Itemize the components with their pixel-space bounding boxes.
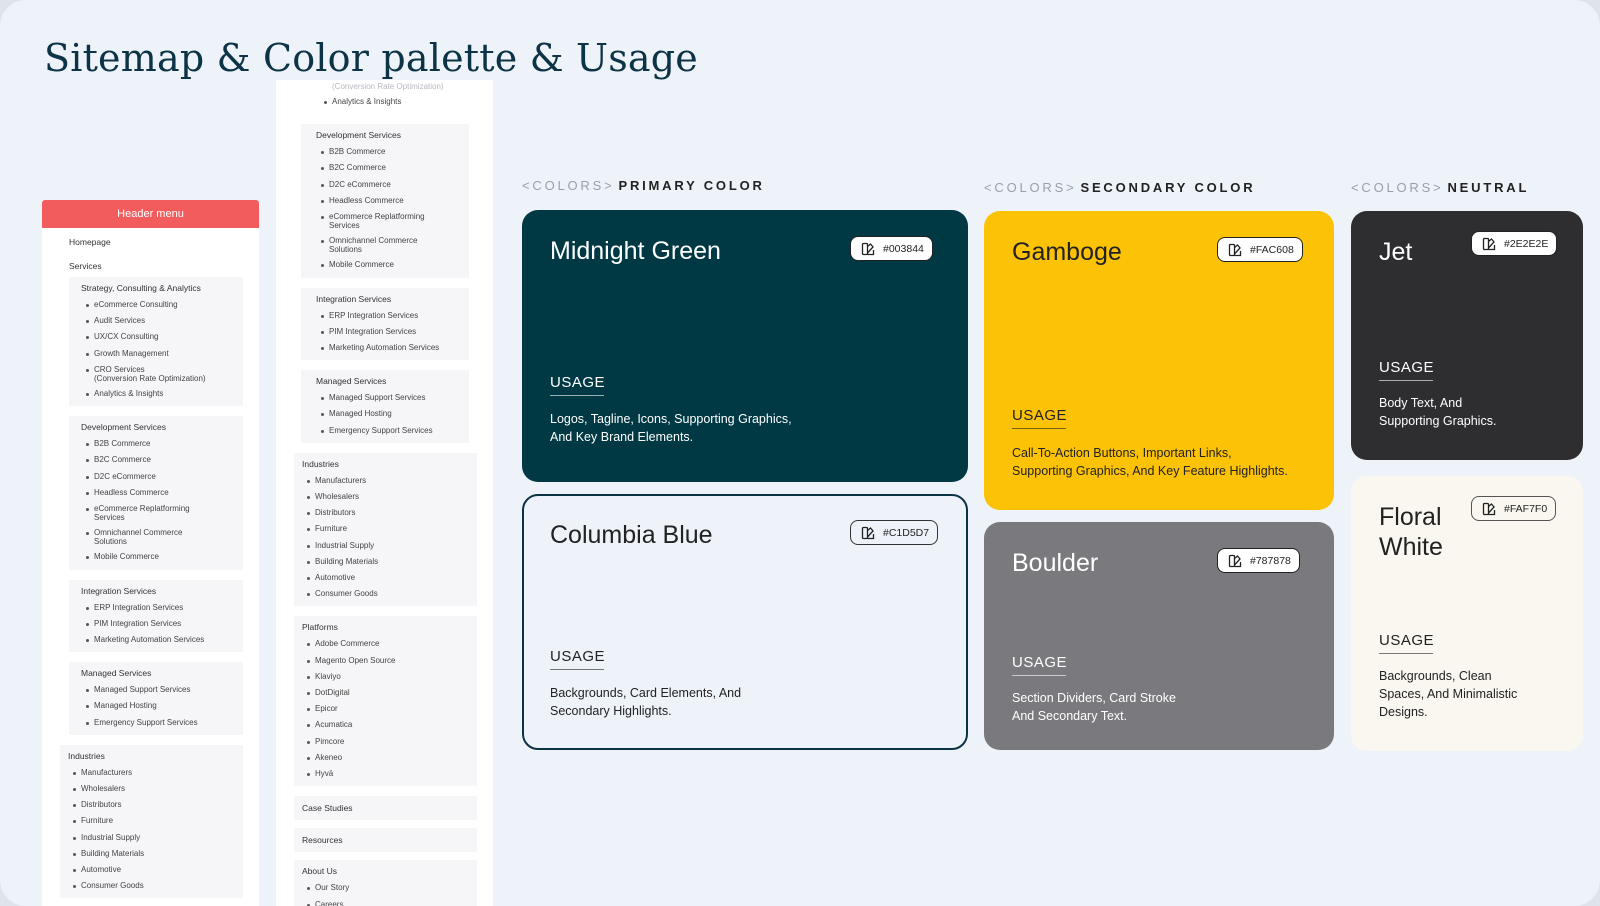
list-item: Industrial Supply [68,830,243,846]
list-item: Consumer Goods [302,586,477,602]
color-card-gamboge [984,211,1334,510]
section-tag: <COLORS> [1351,180,1444,195]
list-item: Automotive [68,862,243,878]
usage-line: Backgrounds, Clean [1379,669,1492,683]
usage-label: USAGE [550,648,605,670]
usage-line: Logos, Tagline, Icons, Supporting Graphics, [550,412,792,426]
sitemap-column-1 [42,200,259,906]
hex-copy-button[interactable] [1471,231,1557,256]
list-item: Mobile Commerce [81,549,243,565]
list-item: Industrial Supply [302,538,477,554]
list-item: eCommerce Consulting [81,297,243,313]
section-name: PRIMARY COLOR [618,178,765,193]
color-name: Gamboge [1012,238,1122,266]
list-item: Wholesalers [302,489,477,505]
sitemap-services: Services [69,261,102,271]
list-item: Distributors [302,505,477,521]
list-item: DotDigital [302,685,477,701]
section-name: SECONDARY COLOR [1080,180,1256,195]
group-title: Integration Services [81,585,157,596]
list-item: Distributors [68,797,243,813]
usage-line: Body Text, And [1379,396,1463,410]
usage-line: Secondary Highlights. [550,704,672,718]
list-item: Adobe Commerce [302,636,477,652]
section-tag: <COLORS> [522,178,615,193]
list-item: PIM Integration Services [316,324,469,340]
usage-description [1379,667,1517,721]
usage-line: Spaces, And Minimalistic [1379,687,1518,701]
list-item: Analytics & Insights [81,386,243,402]
list-item: Managed Hosting [316,406,469,422]
list-item: Mobile Commerce [316,257,469,273]
group-title: Industries [68,750,105,761]
list-item: Epicor [302,701,477,717]
sitemap-case-studies: Case Studies [294,796,477,820]
group-title: Managed Services [316,376,387,387]
usage-line: Designs. [1379,705,1428,719]
palette-icon [1228,243,1242,257]
list-item: Headless Commerce [81,485,243,501]
color-name: Boulder [1012,549,1099,577]
color-name: Midnight Green [550,237,721,265]
color-name: Columbia Blue [550,521,713,549]
hex-copy-button[interactable] [850,520,938,545]
list-item: PIM Integration Services [81,616,243,632]
sitemap-group-about [294,860,477,906]
list-item: Consumer Goods [68,878,243,894]
group-title: Development Services [81,422,167,433]
sitemap-group-integration [301,288,469,361]
hex-value: #2E2E2E [1504,237,1549,250]
group-title: Platforms [302,622,338,633]
list-item: D2C eCommerce [81,469,243,485]
list-item-text: Omnichannel Commerce [329,236,418,246]
sitemap-group-managed [301,370,469,443]
hex-value: #003844 [883,242,924,255]
palette-icon [861,242,875,256]
sitemap-group-integration [69,580,243,653]
list-item: Hyvä [302,766,477,782]
hex-value: #FAC608 [1250,243,1294,256]
group-title: Strategy, Consulting & Analytics [81,283,201,293]
hex-value: #787878 [1250,554,1291,567]
color-card-midnight-green [522,210,968,482]
sitemap-group-development [301,124,469,277]
sitemap-column-2 [276,80,493,906]
list-item-subtext: Services [329,221,360,231]
color-name-line: Floral [1379,503,1442,531]
group-title: Managed Services [81,668,152,679]
list-item: D2C eCommerce [316,177,469,193]
group-title: Industries [302,458,339,469]
usage-label: USAGE [1379,632,1434,654]
list-item-subtext: Solutions [94,537,127,547]
list-item: Furniture [302,521,477,537]
list-item: Analytics & Insights [319,94,493,110]
color-name-line: White [1379,533,1443,561]
list-item-text: Omnichannel Commerce [94,528,183,538]
list-item: Furniture [68,813,243,829]
usage-label: USAGE [1012,654,1067,676]
list-item: Marketing Automation Services [316,340,469,356]
color-card-boulder [984,522,1334,750]
list-item: Managed Hosting [81,698,243,714]
hex-value: #FAF7F0 [1504,502,1548,515]
hex-copy-button[interactable] [1217,548,1300,573]
list-item: B2C Commerce [316,160,469,176]
list-item: Building Materials [302,554,477,570]
list-item-text: CRO Services [94,364,145,374]
list-item: Pimcore [302,734,477,750]
list-item: Akeneo [302,750,477,766]
list-item: Magento Open Source [302,653,477,669]
list-item: Automotive [302,570,477,586]
list-item: Manufacturers [302,473,477,489]
list-item: Emergency Support Services [316,423,469,439]
list-item [316,209,469,230]
list-item: Our Story [302,880,477,896]
list-item: Managed Support Services [316,390,469,406]
usage-line: And Secondary Text. [1012,709,1128,723]
page-title: Sitemap & Color palette & Usage [44,36,698,80]
list-item: B2B Commerce [316,144,469,160]
sitemap-group-managed [69,662,243,735]
list-item: Klaviyo [302,669,477,685]
usage-description [550,684,741,720]
group-title: Integration Services [316,293,392,304]
usage-description [1012,444,1288,480]
usage-line: Supporting Graphics. [1379,414,1497,428]
list-item: Careers [302,897,477,906]
list-item: Acumatica [302,717,477,733]
list-item: B2B Commerce [81,436,243,452]
sitemap-group-strategy [69,277,243,406]
list-item: Marketing Automation Services [81,632,243,648]
hex-value: #C1D5D7 [883,526,930,539]
list-item: ERP Integration Services [316,308,469,324]
hex-copy-button[interactable] [1217,237,1303,262]
list-item: Growth Management [81,346,243,362]
usage-line: And Key Brand Elements. [550,430,694,444]
list-item: Managed Support Services [81,682,243,698]
list-item: Building Materials [68,846,243,862]
color-card-columbia-blue [522,494,968,750]
sitemap-group-industries [60,745,243,899]
list-item-subtext: (Conversion Rate Optimization) [94,374,206,384]
group-title: Development Services [316,130,402,141]
section-name: NEUTRAL [1447,180,1530,195]
usage-label: USAGE [1379,359,1434,381]
sitemap-group-platforms [294,616,477,786]
list-item: Wholesalers [68,781,243,797]
usage-line: Section Dividers, Card Stroke [1012,691,1176,705]
list-item: B2C Commerce [81,452,243,468]
sitemap-homepage: Homepage [69,236,111,247]
list-item-text: eCommerce Replatforming [329,212,425,222]
list-item-subtext: Services [94,513,125,523]
color-card-jet [1351,211,1583,460]
header-menu-label: Header menu [42,200,259,228]
sitemap-group-industries [294,453,477,607]
usage-description [1012,689,1176,725]
list-item: Audit Services [81,313,243,329]
hex-copy-button[interactable] [1471,496,1556,521]
faded-subtext: (Conversion Rate Optimization) [332,82,444,91]
section-tag: <COLORS> [984,180,1077,195]
list-item [81,501,243,522]
list-item [81,362,243,383]
palette-icon [1228,554,1242,568]
list-item-text: eCommerce Replatforming [94,504,190,514]
group-title: About Us [302,866,337,877]
color-card-floral-white [1351,476,1583,751]
hex-copy-button[interactable] [850,236,933,261]
list-item: Headless Commerce [316,193,469,209]
usage-line: Supporting Graphics, And Key Feature Highlights. [1012,464,1288,478]
color-name: Jet [1379,238,1413,266]
usage-line: Backgrounds, Card Elements, And [550,686,742,700]
color-name [1379,502,1443,562]
usage-description [1379,394,1496,430]
neutral-color-label [1351,180,1529,195]
list-item: ERP Integration Services [81,600,243,616]
palette-icon [861,526,875,540]
usage-line: Call-To-Action Buttons, Important Links, [1012,446,1232,460]
secondary-color-label [984,180,1255,195]
list-item: Manufacturers [68,765,243,781]
usage-description [550,410,792,446]
sitemap-group-development [69,416,243,569]
palette-icon [1482,237,1496,251]
list-item [81,525,243,546]
list-item: Emergency Support Services [81,715,243,731]
list-item: UX/CX Consulting [81,329,243,345]
palette-icon [1482,502,1496,516]
primary-color-label [522,178,765,193]
list-item [316,233,469,254]
list-item-subtext: Solutions [329,245,362,255]
usage-label: USAGE [1012,407,1067,429]
sitemap-resources: Resources [294,828,477,852]
usage-label: USAGE [550,374,605,396]
